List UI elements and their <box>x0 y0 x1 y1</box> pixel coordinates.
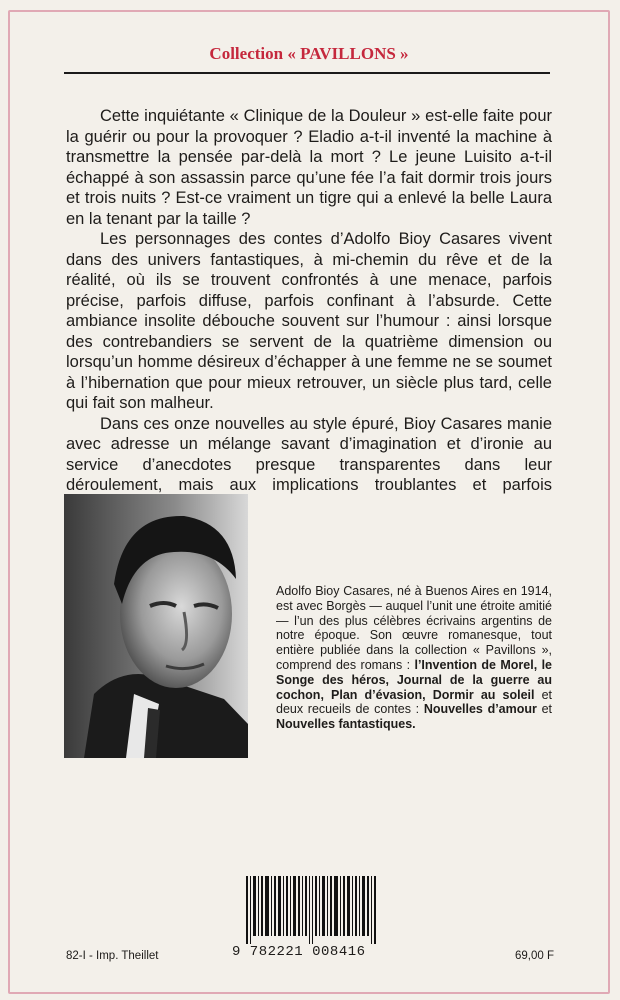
bio-collection-2: Nouvelles fantastiques. <box>276 717 416 732</box>
author-biography <box>276 584 552 732</box>
isbn-barcode <box>246 876 378 944</box>
blurb-paragraph-3: Dans ces onze nouvelles au style épuré, Bioy Casares manie avec adresse un mélange savant d’imagination et d’ironie au service d’anecdotes presque transparentes dans leur déroulement, mais aux implications troublantes et parfois <box>66 414 552 494</box>
header-divider <box>64 72 550 74</box>
blurb-paragraph-1: Cette inquiétante « Clinique de la Douleur » est-elle faite pour la guérir ou pour la provoquer ? Eladio a-t-il inventé la machine à transmettre la pensée par-delà la mort ? Le jeune Luisito a-t-il échappé à son assassin parce qu’une fée l’a fait dormir trois jours et trois nuits ? Est-ce vraiment un tigre qui a enlevé la belle Laura en la tenant par la taille ? <box>66 107 552 228</box>
printer-credit: 82-I - Imp. Theillet <box>66 950 159 962</box>
bio-middle: et deux recueils de contes : <box>276 687 552 717</box>
price-label: 69,00 F <box>515 950 554 962</box>
bio-intro: Adolfo Bioy Casares, né à Buenos Aires en 1914, est avec Borgès — auquel l’unit une étroite amitié — l’un des plus célèbres écrivains argentins de notre époque. Son œuvre romanesque, tout entière publiée dans la collection « Pavillons », comprend des romans : <box>276 584 552 672</box>
author-photo <box>64 494 248 758</box>
bio-collection-1: Nouvelles d’amour <box>423 702 537 717</box>
bio-and: et <box>536 702 553 717</box>
isbn-number: 9 782221 008416 <box>232 944 366 960</box>
blurb-paragraph-2: Les personnages des contes d’Adolfo Bioy Casares vivent dans des univers fantastiques, à mi-chemin du rêve et de la réalité, où ils se trouvent confrontés à une menace, parfois précise, parfois diffuse, parfois confinant à l’absurde. Cette ambiance insolite débouche souvent sur l’humour : ainsi lorsque des contrebandiers se servent de la quatrième dimension ou lorsqu’un homme désireux d’échapper à une femme ne se soumet à l’hibernation que pour mieux retrouver, un siècle plus tard, celle qui fait son malheur. <box>66 230 552 412</box>
bio-novel-titles: l’Invention de Morel, le Songe des héros, Journal de la guerre au cochon, Plan d’évasion, Dormir au soleil <box>276 657 552 702</box>
collection-title: Collection « PAVILLONS » <box>209 44 409 63</box>
back-cover-blurb <box>66 106 552 516</box>
